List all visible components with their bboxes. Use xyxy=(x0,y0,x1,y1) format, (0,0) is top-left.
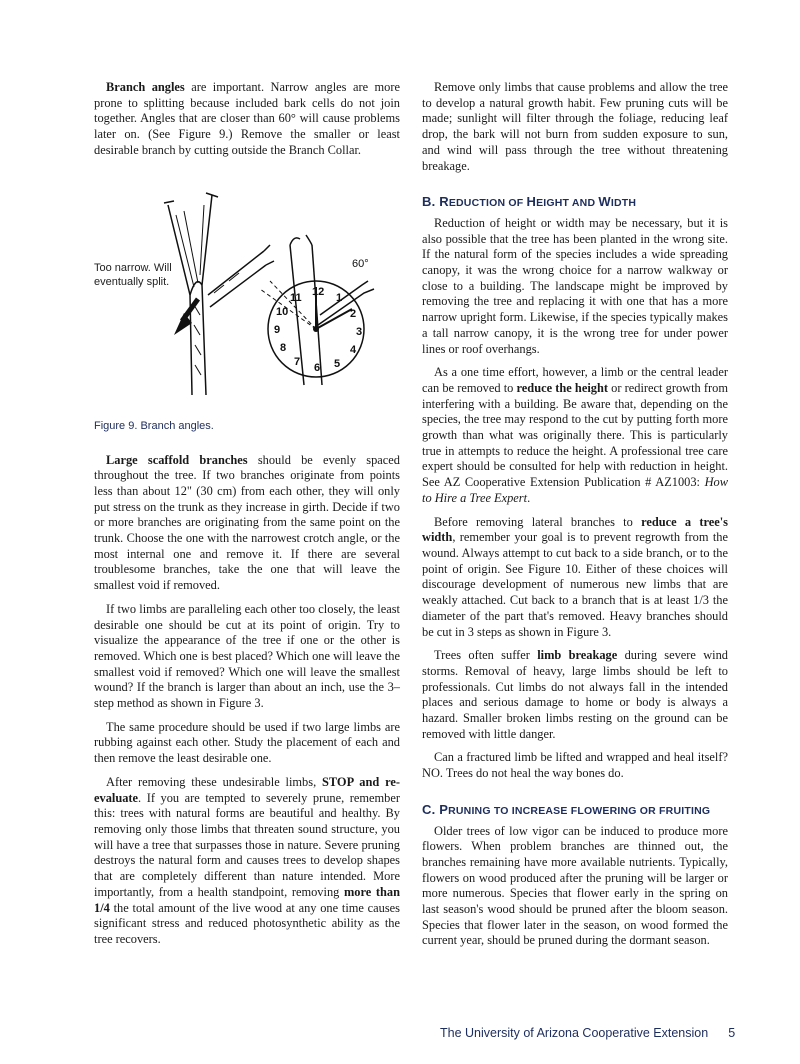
heading-text: C. P xyxy=(422,801,449,817)
heading-reduction xyxy=(422,194,728,212)
paragraph-text: the total amount of the live wood at any one time causes significant stress and reduced photosynthetic ability as the tree recovers. xyxy=(94,900,400,946)
page-number: 5 xyxy=(728,1026,736,1040)
branch-angles-illustration xyxy=(94,175,400,415)
paragraph-text: . xyxy=(527,490,531,505)
paragraph-lateral-branches xyxy=(422,515,728,641)
bold-term: Large scaffold branches xyxy=(106,452,248,467)
paragraph-remove-limbs: Remove only limbs that cause problems and allow the tree to develop a natural growth habit. Few pruning cuts will be made; sunlight will filter through the foliage, reducing leaf drop, the bark will not burn from sudden exposure to sun, and wind will pass through the tree without threatening breakage. xyxy=(422,80,728,173)
heading-text: EIGHT AND xyxy=(536,197,599,210)
paragraph-text: or redirect growth from interfering with a building. Be aware that, depending on the species, the tree may respond to the cut by putting forth more growth than what was originally there. This is particularly true in attempts to reduce the height. A professional tree care expert should be consulted for help with reduction in height. See AZ Cooperative Extension Publication # AZ1003: xyxy=(422,380,728,490)
paragraph-parallel-limbs: If two limbs are paralleling each other too closely, the least desirable one should be cut at its point of origin. Try to visualize the appearance of the tree if one or the other is removed. Which one is best placed? Which one will leave the smallest void if removed? Which one will leave the smallest wound? If the branch is larger than about an inch, use the 3–step method as shown in Figure 3. xyxy=(94,601,400,711)
paragraph-text: After removing these undesirable limbs, xyxy=(106,774,322,789)
clock-number: 12 xyxy=(312,285,325,298)
clock-number: 4 xyxy=(350,343,357,356)
paragraph-limb-breakage xyxy=(422,648,728,742)
right-column xyxy=(422,80,728,957)
clock-number: 1 xyxy=(336,291,343,304)
narrow-crotch-tree xyxy=(164,193,274,395)
paragraph-reduction: Reduction of height or width may be necessary, but it is also possible that the tree has been planted in the wrong site. If the natural form of the species includes a wide spreading canopy, it was the wrong choice for a narrow walkway or close to a building. The landscape might be improved by removing the tree and replacing it with one that has a more narrow upright form. Likewise, if the species typically makes a tall narrow canopy, it is the wrong tree for under power lines or roof overhangs. xyxy=(422,215,728,356)
clock-number: 11 xyxy=(290,291,302,304)
bold-term: reduce the height xyxy=(516,380,608,395)
clock-number: 10 xyxy=(276,305,289,318)
clock-number: 9 xyxy=(274,323,281,336)
paragraph-text: . If you are tempted to severely prune, remember this: trees with natural forms are beautiful and healthy. By removing only those limbs that threaten sound structure, you will have a tree that surpasses those in nature. Severe pruning destroys the natural form and causes trees to develop shapes that are completely different than nature intended. More importantly, from a health standpoint, removing xyxy=(94,790,400,899)
heading-text: RUNING TO INCREASE FLOWERING OR FRUITING xyxy=(448,804,711,817)
paragraph-text: As a one time effort, however, a limb or the central leader can be removed to xyxy=(422,365,728,395)
paragraph-fractured-limb: Can a fractured limb be lifted and wrapped and heal itself? NO. Trees do not heal the way bones do. xyxy=(422,750,728,781)
bold-term: STOP and re-evaluate xyxy=(94,774,400,805)
clock-number: 3 xyxy=(356,325,363,338)
paragraph-one-time-effort xyxy=(422,365,728,506)
annotation-line: Too narrow. Will xyxy=(94,261,172,274)
figure-caption: Figure 9. Branch angles. xyxy=(94,419,214,432)
left-column xyxy=(94,80,400,956)
heading-text: H xyxy=(526,194,537,210)
clock-number: 8 xyxy=(280,341,287,354)
clock-number: 7 xyxy=(294,355,301,368)
figure-annotation xyxy=(94,261,172,289)
bold-term: limb breakage xyxy=(537,648,618,663)
figure-branch-angles xyxy=(94,175,400,445)
arrow-icon xyxy=(174,299,198,335)
angle-label: 60° xyxy=(352,257,369,270)
paragraph-flowering: Older trees of low vigor can be induced to produce more flowers. When problem branches are thinned out, the branches remaining have more available nutrients. Typically, flowers on wood produced after the pruning will be larger or more numerous. Species that flower early in the spring on last season's wood should be pruned after the bloom season. Species that flower later in the season, on wood formed the current year, should be pruned during the dormant season. xyxy=(422,823,728,948)
bold-term: Branch angles xyxy=(106,80,185,94)
heading-text: EDUCTION OF xyxy=(448,197,527,210)
paragraph-text: are important. Narrow angles are more prone to splitting because included bark cells do not join together. Angles that are closer than 60° will cause problems later on. (See Figure 9.) Remove the smaller or least desirable branch by cutting outside the Branch Collar. xyxy=(94,80,400,157)
publication-title: How to Hire a Tree Expert xyxy=(422,475,728,505)
bold-term: more than 1/4 xyxy=(94,884,400,915)
bold-term: reduce a tree's width xyxy=(422,514,728,545)
heading-text: IDTH xyxy=(610,197,637,210)
annotation-line: eventually split. xyxy=(94,275,170,288)
clock-number: 6 xyxy=(314,361,321,374)
paragraph-text: Trees often suffer xyxy=(434,648,538,663)
paragraph-rubbing-limbs: The same procedure should be used if two large limbs are rubbing against each other. Study the placement of each and then remove the least desirable one. xyxy=(94,719,400,766)
paragraph-scaffold xyxy=(94,453,400,594)
heading-text: W xyxy=(598,194,611,210)
clock-number: 2 xyxy=(350,307,357,320)
heading-text: B. R xyxy=(422,194,449,210)
paragraph-branch-angles xyxy=(94,80,400,159)
paragraph-text: , remember your goal is to prevent regrowth from the wound. Always attempt to cut back to a side branch, or to the point of origin. See Figure 10. Either of these choices will discourage development of numerous new limbs that are weakly attached. Cut back to a branch that is at least 1/3 the diameter of the part that's removed. Heavy branches should be cut in 3 steps as shown in Figure 3. xyxy=(422,530,728,639)
clock-number: 5 xyxy=(334,357,341,370)
paragraph-text: during severe wind storms. Removal of heavy, large limbs should be left to professionals. Cut limbs do not always fall in the intended places and serious damage to home or body is always a hazard. Smaller broken limbs resting on the ground can be removed with little danger. xyxy=(422,648,728,741)
paragraph-stop-reevaluate xyxy=(94,775,400,948)
heading-flowering xyxy=(422,802,728,820)
paragraph-text: Before removing lateral branches to xyxy=(434,514,642,529)
page-footer xyxy=(440,1026,735,1040)
footer-text: The University of Arizona Cooperative Extension xyxy=(440,1026,709,1040)
paragraph-text: should be evenly spaced throughout the tree. If two branches originate from points less than about 12" (30 cm) from each other, they will only put stress on the trunk as they increase in girth. Decide if two or more branches are originating from the same point on the trunk. Choose the one with the narrowest crotch angle, or the most internal one and remove it. If there are several troublesome branches, take the one that will leave the smallest void if removed. xyxy=(94,452,401,593)
